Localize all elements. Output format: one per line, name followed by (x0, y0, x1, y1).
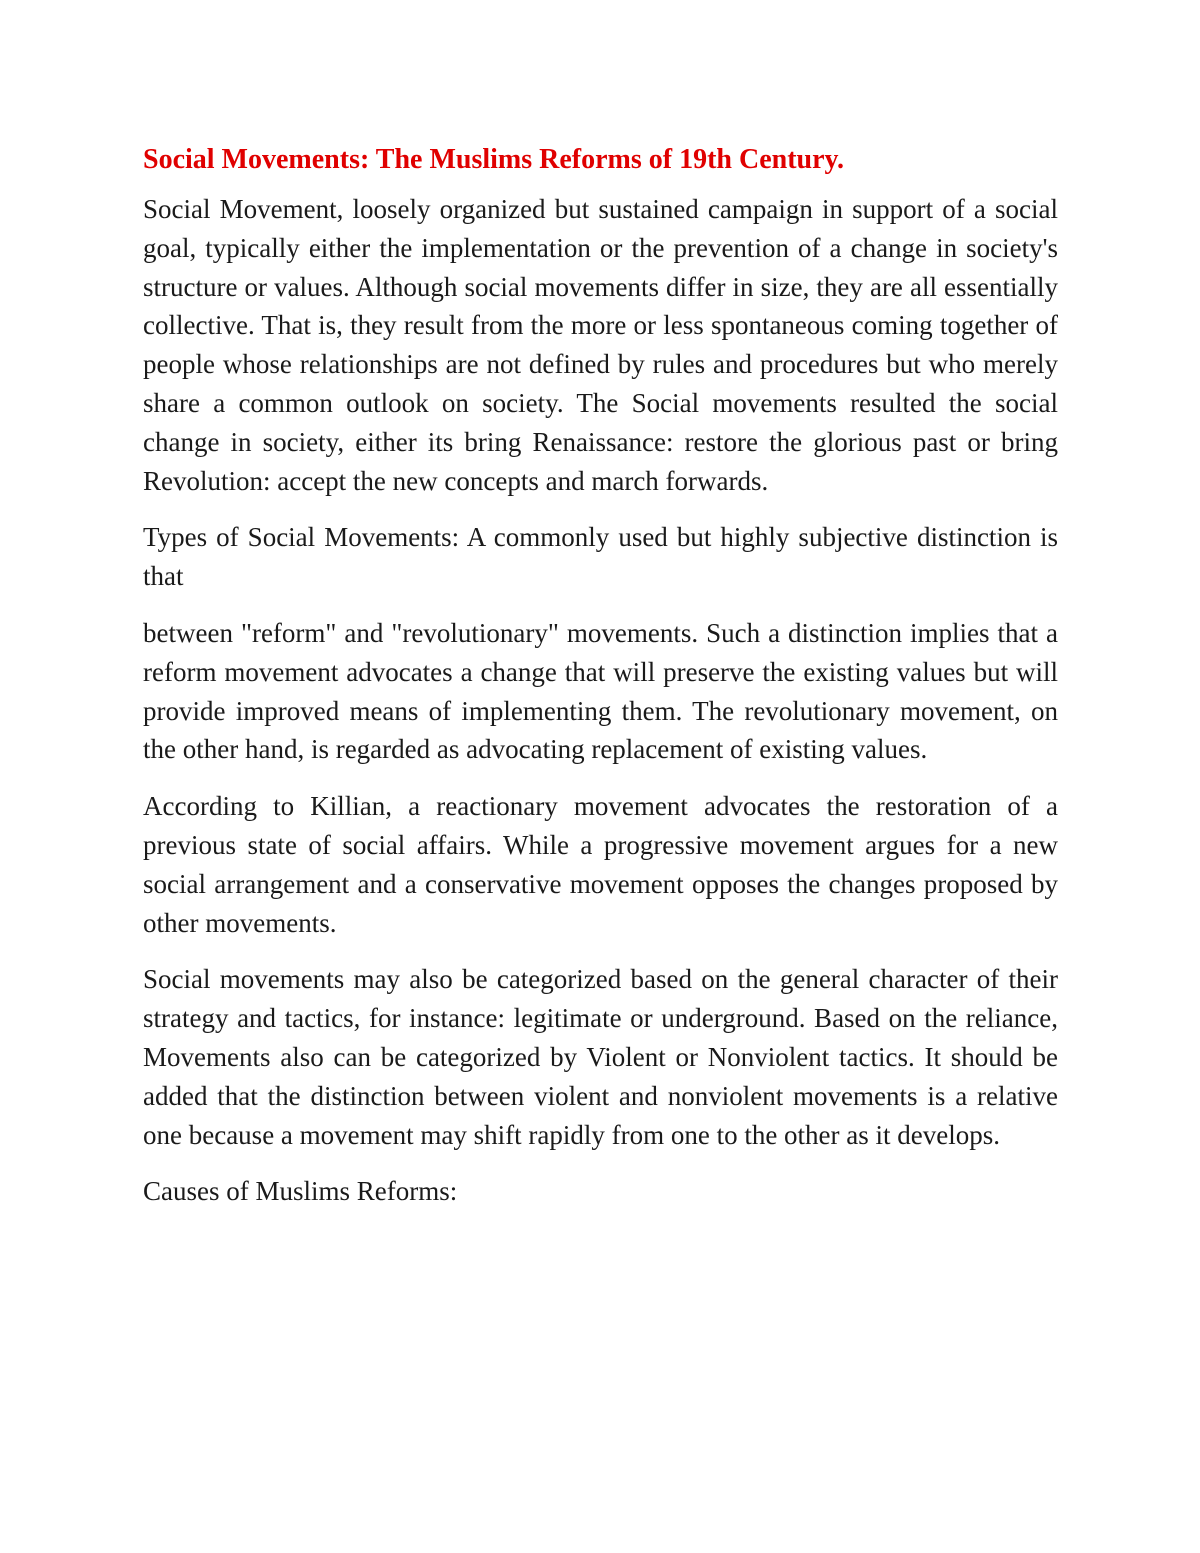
document-page (143, 140, 1058, 1229)
paragraph-types-intro: Types of Social Movements: A commonly used but highly subjective distinction is that (143, 522, 1058, 592)
section-heading-causes: Causes of Muslims Reforms: (143, 1176, 458, 1207)
paragraph-social-movement-definition: Social Movement, loosely organized but sustained campaign in support of a social goal, typically either the implementation or the prevention of a change in society's structure or values. Although social movements differ in size, they are all essentially collective. That is, they result from the more or less spontaneous coming together of people whose relationships are not defined by rules and procedures but who merely share a common outlook on society. The Social movements resulted the social change in society, either its bring Renaissance: restore the glorious past or bring Revolution: accept the new concepts and march forwards. (143, 194, 1058, 496)
paragraph-reform-revolutionary: between "reform" and "revolutionary" movements. Such a distinction implies that a reform movement advocates a change that will preserve the existing values but will provide improved means of implementing them. The revolutionary movement, on the other hand, is regarded as advocating replacement of existing values. (143, 617, 1058, 765)
paragraph-killian: According to Killian, a reactionary movement advocates the restoration of a previous state of social affairs. While a progressive movement argues for a new social arrangement and a conservative movement opposes the changes proposed by other movements. (143, 791, 1058, 938)
document-title: Social Movements: The Muslims Reforms of 19th Century. (143, 144, 844, 175)
paragraph-strategy-tactics: Social movements may also be categorized based on the general character of their strategy and tactics, for instance: legitimate or underground. Based on the reliance, Movements also can be categorized by Violent or Nonviolent tactics. It should be added that the distinction between violent and nonviolent movements is a relative one because a movement may shift rapidly from one to the other as it develops. (143, 964, 1058, 1150)
